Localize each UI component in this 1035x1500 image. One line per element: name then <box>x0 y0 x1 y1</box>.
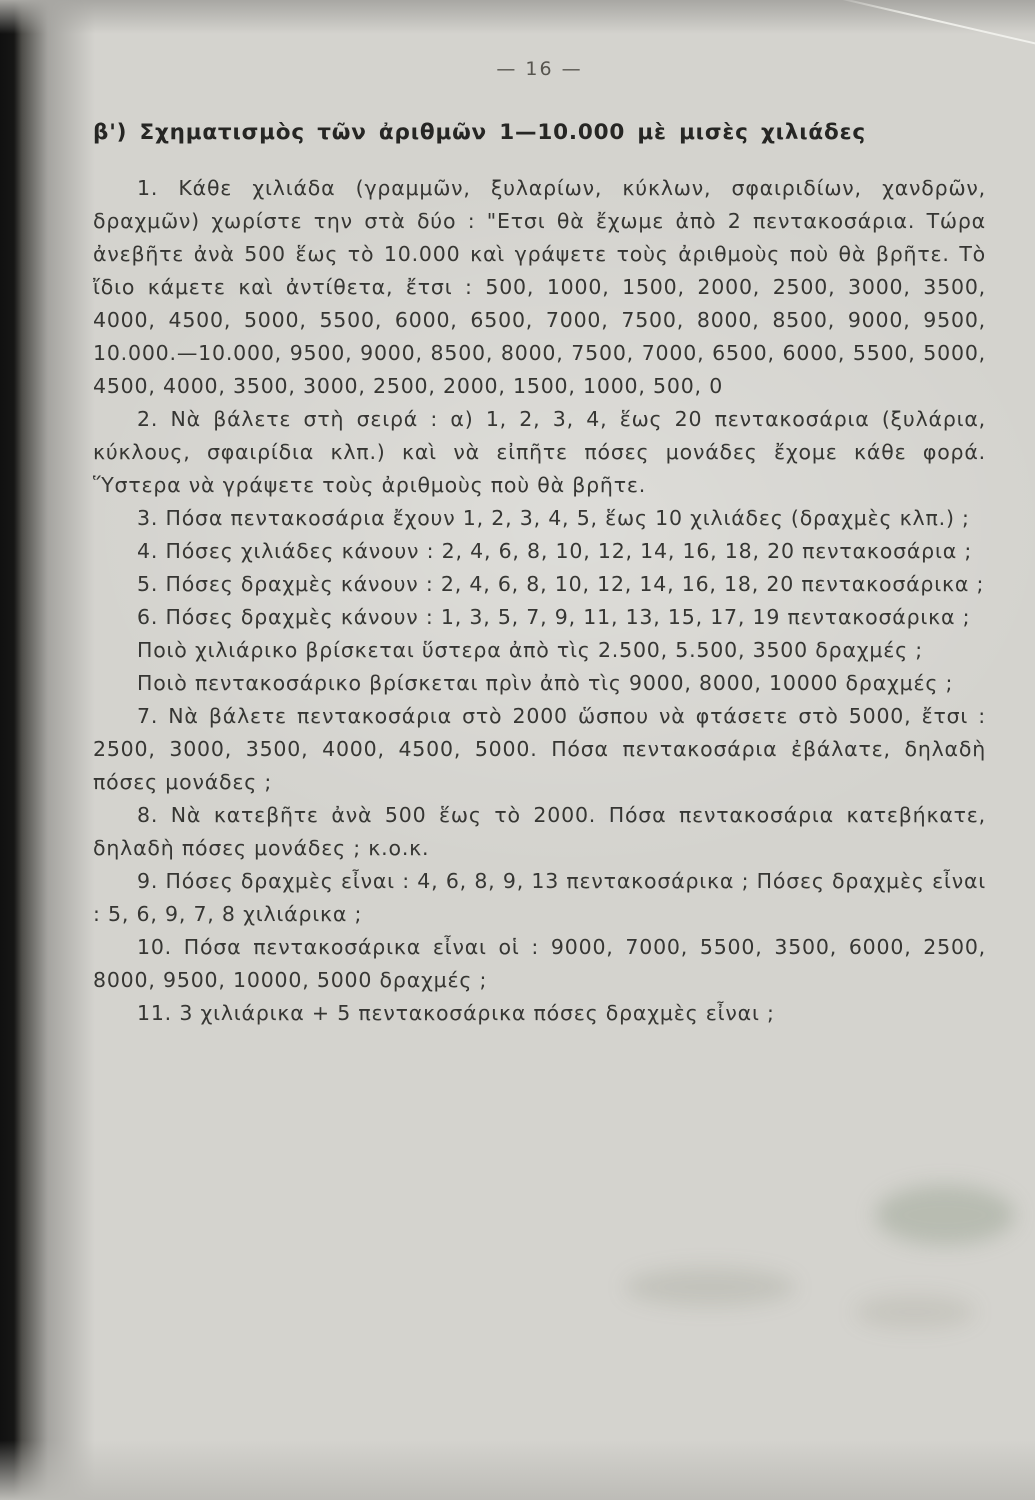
exercise-paragraph-10: 8. Νὰ κατεβῆτε ἀνὰ 500 ἕως τὸ 2000. Πόσα πεντακοσάρια κατεβήκατε, δηλαδὴ πόσες μονάδες ; κ.ο.κ. <box>93 803 986 860</box>
page-number: — 16 — <box>496 58 583 80</box>
page-corner-fold <box>826 0 1035 48</box>
exercise-paragraph-13: 11. 3 χιλιάρικα + 5 πεντακοσάρικα πόσες δραχμὲς εἶναι ; <box>137 1001 775 1025</box>
exercise-paragraph-4: 4. Πόσες χιλιάδες κάνουν : 2, 4, 6, 8, 10, 12, 14, 16, 18, 20 πεντακοσάρια ; <box>137 539 973 563</box>
section-heading: β') Σχηματισμὸς τῶν ἀριθμῶν 1—10.000 μὲ μισὲς χιλιάδες <box>93 120 866 145</box>
exercise-paragraph-9: 7. Νὰ βάλετε πεντακοσάρια στὸ 2000 ὥσπου νὰ φτάσετε στὸ 5000, ἔτσι : 2500, 3000, 3500, 4000, 4500, 5000. Πόσα πεντακοσάρια ἐβάλατε, δηλαδὴ πόσες μονάδες ; <box>93 704 986 794</box>
exercise-paragraph-11: 9. Πόσες δραχμὲς εἶναι : 4, 6, 8, 9, 13 πεντακοσάρικα ; Πόσες δραχμὲς εἶναι : 5, 6, 9, 7, 8 χιλιάρικα ; <box>93 869 986 926</box>
exercise-paragraph-7: Ποιὸ χιλιάρικο βρίσκεται ὕστερα ἀπὸ τὶς 2.500, 5.500, 3500 δραχμές ; <box>137 638 923 662</box>
exercise-paragraph-3: 3. Πόσα πεντακοσάρια ἔχουν 1, 2, 3, 4, 5, ἕως 10 χιλιάδες (δραχμὲς κλπ.) ; <box>137 506 970 530</box>
exercise-paragraph-12: 10. Πόσα πεντακοσάρικα εἶναι οἱ : 9000, 7000, 5500, 3500, 6000, 2500, 8000, 9500, 10000, 5000 δραχμές ; <box>93 935 986 992</box>
exercise-paragraph-1: 1. Κάθε χιλιάδα (γραμμῶν, ξυλαρίων, κύκλων, σφαιριδίων, χανδρῶν, δραχμῶν) χωρίστε την στὰ δύο : "Ετσι θὰ ἔχωμε ἀπὸ 2 πεντακοσάρια. Τώρα ἀνεβῆτε ἀνὰ 500 ἕως τὸ 10.000 καὶ γράψετε τοὺς ἀριθμοὺς ποὺ θὰ βρῆτε. Τὸ ἴδιο κάμετε καὶ ἀντίθετα, ἔτσι : 500, 1000, 1500, 2000, 2500, 3000, 3500, 4000, 4500, 5000, 5500, 6000, 6500, 7000, 7500, 8000, 8500, 9000, 9500, 10.000.—10.000, 9500, 9000, 8500, 8000, 7500, 7000, 6500, 6000, 5500, 5000, 4500, 4000, 3500, 3000, 2500, 2000, 1500, 1000, 500, 0 <box>93 176 986 398</box>
ink-bleed-smudge <box>875 1185 1015 1245</box>
exercise-paragraph-6: 6. Πόσες δραχμὲς κάνουν : 1, 3, 5, 7, 9, 11, 13, 15, 17, 19 πεντακοσάρικα ; <box>137 605 971 629</box>
page-content <box>93 58 986 1030</box>
ink-bleed-smudge <box>625 1268 795 1306</box>
exercise-paragraph-2: 2. Νὰ βάλετε στὴ σειρά : α) 1, 2, 3, 4, ἕως 20 πεντακοσάρια (ξυλάρια, κύκλους, σφαιρίδια κλπ.) καὶ νὰ εἰπῆτε πόσες μονάδες ἔχομε κάθε φορά. Ὕστερα νὰ γράψετε τοὺς ἀριθμοὺς ποὺ θὰ βρῆτε. <box>93 407 986 497</box>
exercise-paragraph-8: Ποιὸ πεντακοσάρικο βρίσκεται πρὶν ἀπὸ τὶς 9000, 8000, 10000 δραχμές ; <box>137 671 954 695</box>
exercise-paragraph-5: 5. Πόσες δραχμὲς κάνουν : 2, 4, 6, 8, 10, 12, 14, 16, 18, 20 πεντακοσάρικα ; <box>137 572 985 596</box>
ink-bleed-smudge <box>855 1295 975 1329</box>
exercise-list <box>93 172 986 1030</box>
